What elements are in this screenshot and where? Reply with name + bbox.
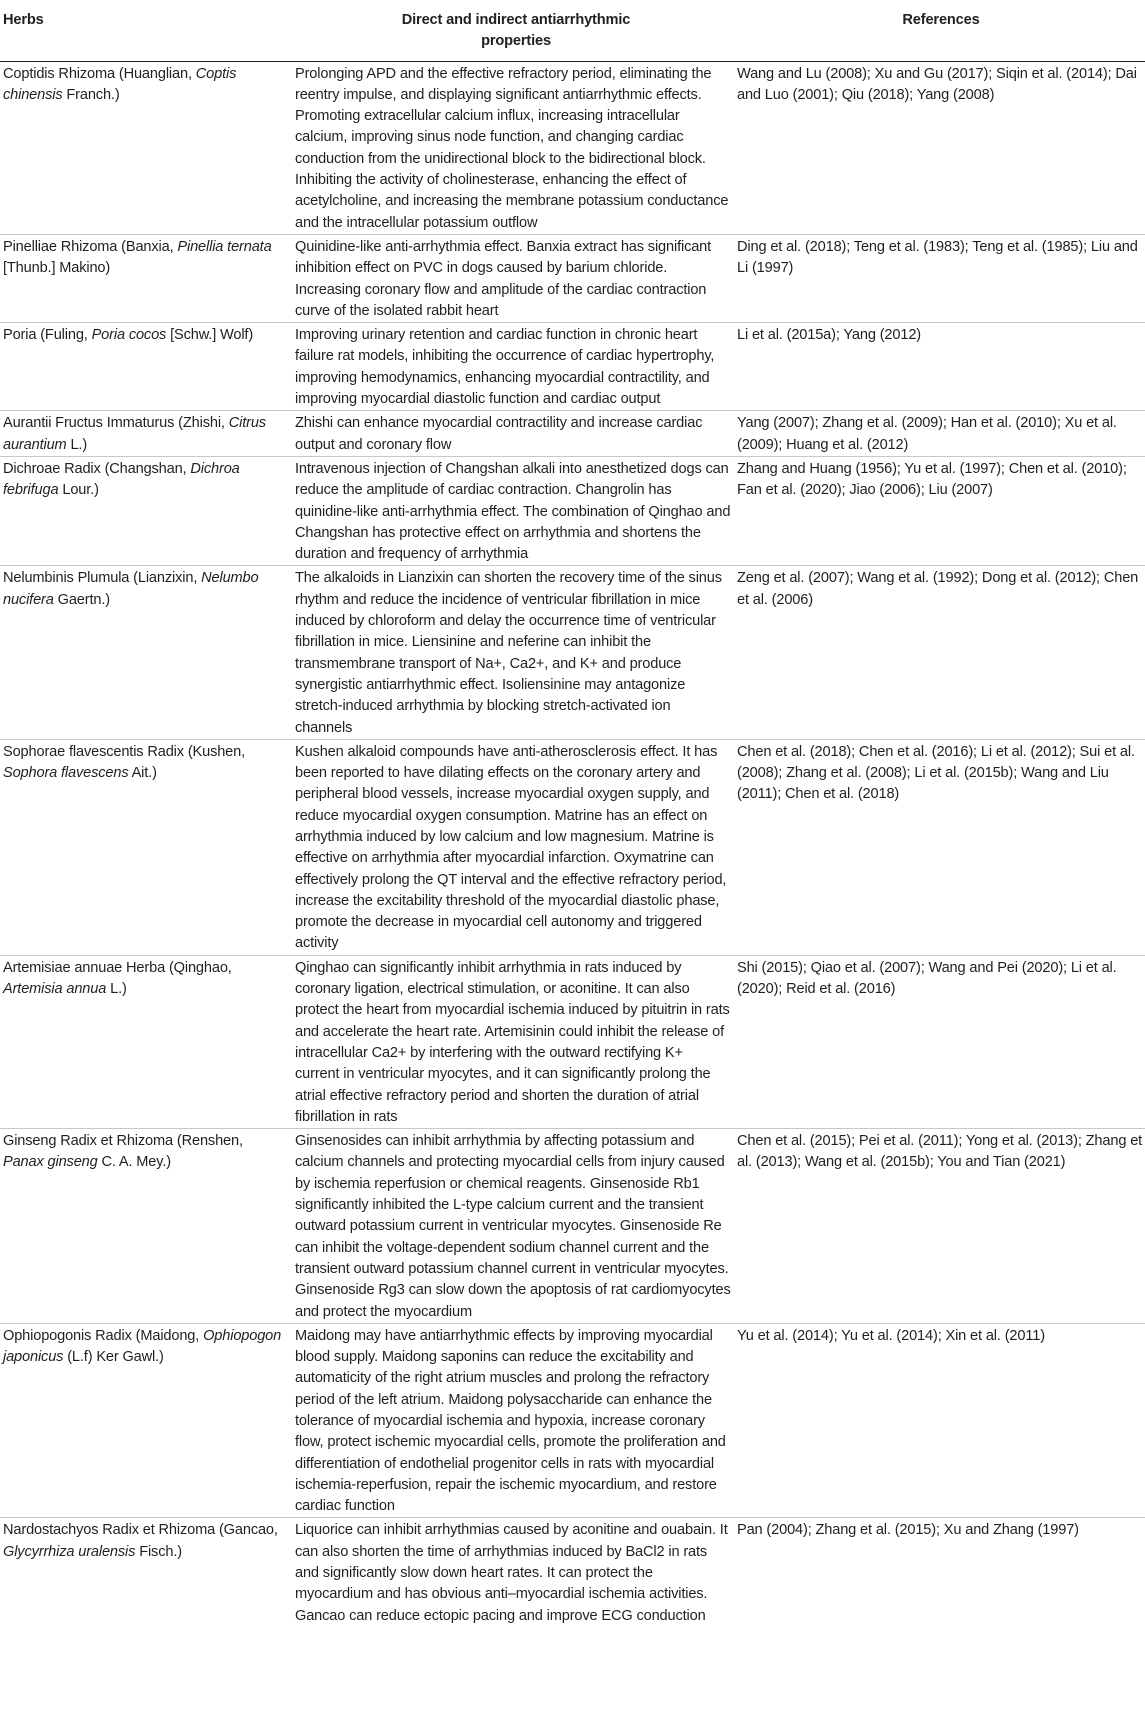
herb-authority: C. A. Mey.) — [97, 1154, 171, 1171]
properties-cell: Liquorice can inhibit arrhythmias caused by aconitine and ouabain. It can also shorten the time of arrhythmias induced by BaCl2 in rats and significantly slow down heart rates. It can protect the myocardium and has obvious anti–myocardial ischemia activities. Gancao can reduce ectopic pacing and improve ECG conduction — [295, 1522, 728, 1624]
table-row — [0, 955, 1145, 1128]
herb-latin-name: Poria cocos — [91, 327, 167, 344]
references-cell: Yu et al. (2014); Yu et al. (2014); Xin et al. (2011) — [737, 1323, 1145, 1518]
table-row — [0, 1518, 1145, 1627]
herb-name: Ophiopogonis Radix (Maidong, — [3, 1327, 204, 1344]
herb-latin-name: Sophora flavescens — [3, 765, 129, 782]
header-properties-text: Direct and indirect antiarrhythmic properties — [401, 12, 631, 50]
herb-latin-name: Coptis chinensis — [3, 65, 237, 103]
herb-name: Nardostachyos Radix et Rhizoma (Gancao, — [3, 1522, 278, 1539]
herb-latin-name: Pinellia ternata — [177, 238, 272, 255]
herb-name: Poria (Fuling, — [3, 327, 92, 344]
table-row — [0, 1323, 1145, 1518]
herb-latin-name: Dichroa febrifuga — [3, 460, 240, 499]
herb-authority: Ait.) — [128, 765, 157, 782]
herb-cell — [0, 1518, 295, 1627]
herb-latin-name: Glycyrrhiza uralensis — [3, 1543, 136, 1560]
references-cell: Ding et al. (2018); Teng et al. (1983); Teng et al. (1985); Liu and Li (1997) — [737, 234, 1145, 322]
table-row — [0, 323, 1145, 411]
herb-authority: L.) — [66, 436, 88, 453]
references-cell: Yang (2007); Zhang et al. (2009); Han et al. (2010); Xu et al. (2009); Huang et al. (2012) — [737, 411, 1145, 457]
herb-name: Artemisiae annuae Herba (Qinghao, — [3, 959, 232, 976]
herb-name: Nelumbinis Plumula (Lianzixin, — [3, 570, 202, 587]
properties-cell: Maidong may have antiarrhythmic effects by improving myocardial blood supply. Maidong saponins can reduce the excitability and automaticity of the right atrium muscles and prolong the refractory period of the left atrium. Maidong polysaccharide can enhance the tolerance of myocardial ischemia and hypoxia, increase coronary flow, protect ischemic myocardial cells, promote the proliferation and differentiation of endothelial progenitor cells in rats with myocardial ischemia-reperfusion, repair the ischemic myocardium, and restore cardiac function — [295, 1323, 737, 1518]
herb-latin-name: Nelumbo nucifera — [3, 570, 259, 608]
properties-cell: Zhishi can enhance myocardial contractility and increase cardiac output and coronary flow — [295, 411, 737, 457]
herb-authority: Franch.) — [62, 86, 120, 103]
herb-authority: [Schw.] Wolf) — [166, 327, 254, 344]
herb-cell — [0, 739, 295, 955]
herb-latin-name: Artemisia annua — [3, 981, 107, 998]
herb-latin-name: Panax ginseng — [3, 1154, 98, 1171]
herb-name: Dichroae Radix (Changshan, — [3, 460, 191, 477]
table-row — [0, 566, 1145, 739]
herb-cell — [0, 234, 295, 322]
table-row — [0, 739, 1145, 955]
properties-cell: Qinghao can significantly inhibit arrhythmia in rats induced by coronary ligation, electrical stimulation, or aconitine. It can also protect the heart from myocardial ischemia induced by pituitrin in rats and accelerate the heart rate. Artemisinin could inhibit the release of intracellular Ca2+ by interfering with the outward rectifying K+ current in ventricular myocytes, and it can significantly prolong the atrial effective refractory period and shorten the duration of atrial fibrillation in rats — [295, 955, 737, 1128]
references-cell: Wang and Lu (2008); Xu and Gu (2017); Siqin et al. (2014); Dai and Luo (2001); Qiu (2018); Yang (2008) — [737, 61, 1145, 234]
herb-authority: L.) — [106, 981, 127, 998]
herb-cell — [0, 61, 295, 234]
herb-latin-name: Ophiopogon japonicus — [3, 1327, 282, 1366]
header-properties — [295, 0, 737, 61]
references-cell: Pan (2004); Zhang et al. (2015); Xu and Zhang (1997) — [737, 1522, 1079, 1539]
references-cell: Chen et al. (2018); Chen et al. (2016); Li et al. (2012); Sui et al. (2008); Zhang et al. (2008); Li et al. (2015b); Wang and Liu (2011); Chen et al. (2018) — [737, 739, 1145, 955]
references-cell: Chen et al. (2015); Pei et al. (2011); Yong et al. (2013); Zhang et al. (2013); Wang et al. (2015b); You and Tian (2021) — [737, 1129, 1145, 1324]
herb-latin-name: Citrus aurantium — [3, 415, 266, 453]
herb-authority: Fisch.) — [135, 1543, 182, 1560]
table-row — [0, 411, 1145, 457]
herb-cell — [0, 1323, 295, 1518]
table-row — [0, 234, 1145, 322]
herb-cell — [0, 566, 295, 739]
table-header-row — [0, 0, 1145, 61]
header-references: References — [737, 0, 1145, 61]
references-cell: Li et al. (2015a); Yang (2012) — [737, 323, 1145, 411]
properties-cell: Kushen alkaloid compounds have anti-atherosclerosis effect. It has been reported to have dilating effects on the coronary artery and peripheral blood vessels, increase myocardial oxygen supply, and reduce myocardial oxygen consumption. Matrine has an effect on arrhythmia induced by low calcium and low magnesium. Matrine is effective on arrhythmia after myocardial infarction. Oxymatrine can effectively prolong the QT interval and the effective refractory period, increase the excitability threshold of the myocardial diastolic phase, promote the decrease in myocardial cell autonomy and triggered activity — [295, 739, 737, 955]
herb-cell — [0, 411, 295, 457]
herb-authority: Gaertn.) — [53, 591, 110, 608]
herb-name: Ginseng Radix et Rhizoma (Renshen, — [3, 1133, 243, 1150]
herb-name: Aurantii Fructus Immaturus (Zhishi, — [3, 415, 229, 432]
table-row — [0, 61, 1145, 234]
herb-authority: (L.f) Ker Gawl.) — [63, 1349, 164, 1366]
herb-authority: [Thunb.] Makino) — [3, 260, 111, 277]
herb-authority: Lour.) — [58, 482, 99, 499]
properties-cell: Intravenous injection of Changshan alkali into anesthetized dogs can reduce the amplitude of cardiac contraction. Changrolin has quinidine-like anti-arrhythmia effect. The combination of Qinghao and Changshan has protective effect on arrhythmia and shortens the duration and frequency of arrhythmia — [295, 456, 737, 565]
table-row — [0, 1129, 1145, 1324]
herb-name: Coptidis Rhizoma (Huanglian, — [3, 65, 196, 82]
herb-cell — [0, 1129, 295, 1324]
references-cell: Zeng et al. (2007); Wang et al. (1992); Dong et al. (2012); Chen et al. (2006) — [737, 566, 1145, 739]
properties-cell: Quinidine-like anti-arrhythmia effect. Banxia extract has significant inhibition effect on PVC in dogs caused by barium chloride. Increasing coronary flow and amplitude of the cardiac contraction curve of the isolated rabbit heart — [295, 234, 737, 322]
properties-cell: Prolonging APD and the effective refractory period, eliminating the reentry impulse, and displaying significant antiarrhythmic effects. Promoting extracellular calcium influx, increasing intracellular calcium, improving sinus node function, and changing cardiac conduction from the unidirectional block to the bidirectional block. Inhibiting the activity of cholinesterase, enhancing the effect of acetylcholine, and increasing the membrane potassium conductance and the intracellular potassium outflow — [295, 61, 737, 234]
properties-cell: Ginsenosides can inhibit arrhythmia by affecting potassium and calcium channels and protecting myocardial cells from injury caused by ischemia reperfusion or chemical reagents. Ginsenoside Rb1 significantly inhibited the L-type calcium current and the transient outward potassium current in ventricular myocytes. Ginsenoside Re can inhibit the voltage-dependent sodium channel current and the transient outward potassium channel current in ventricular myocytes. Ginsenoside Rg3 can slow down the apoptosis of rat cardiomyocytes and protect the myocardium — [295, 1129, 737, 1324]
herb-cell — [0, 456, 295, 565]
references-cell: Zhang and Huang (1956); Yu et al. (1997); Chen et al. (2010); Fan et al. (2020); Jiao (2006); Liu (2007) — [737, 456, 1145, 565]
properties-cell: Improving urinary retention and cardiac function in chronic heart failure rat models, inhibiting the occurrence of cardiac hypertrophy, improving hemodynamics, enhancing myocardial contractility, and improving myocardial diastolic function and cardiac output — [295, 323, 737, 411]
header-herbs: Herbs — [0, 0, 295, 61]
herb-cell — [0, 323, 295, 411]
properties-cell: The alkaloids in Lianzixin can shorten the recovery time of the sinus rhythm and reduce the incidence of ventricular fibrillation in mice induced by chloroform and delay the occurrence time of ventricular fibrillation in mice. Liensinine and neferine can inhibit the transmembrane transport of Na+, Ca2+, and K+ and produce synergistic antiarrhythmic effect. Isoliensinine may antagonize stretch-induced arrhythmia by blocking stretch-activated ion channels — [295, 566, 737, 739]
herb-name: Sophorae flavescentis Radix (Kushen, — [3, 743, 246, 760]
herb-name: Pinelliae Rhizoma (Banxia, — [3, 238, 178, 255]
references-cell: Shi (2015); Qiao et al. (2007); Wang and Pei (2020); Li et al. (2020); Reid et al. (2016) — [737, 955, 1145, 1128]
table-row — [0, 456, 1145, 565]
herb-cell — [0, 955, 295, 1128]
